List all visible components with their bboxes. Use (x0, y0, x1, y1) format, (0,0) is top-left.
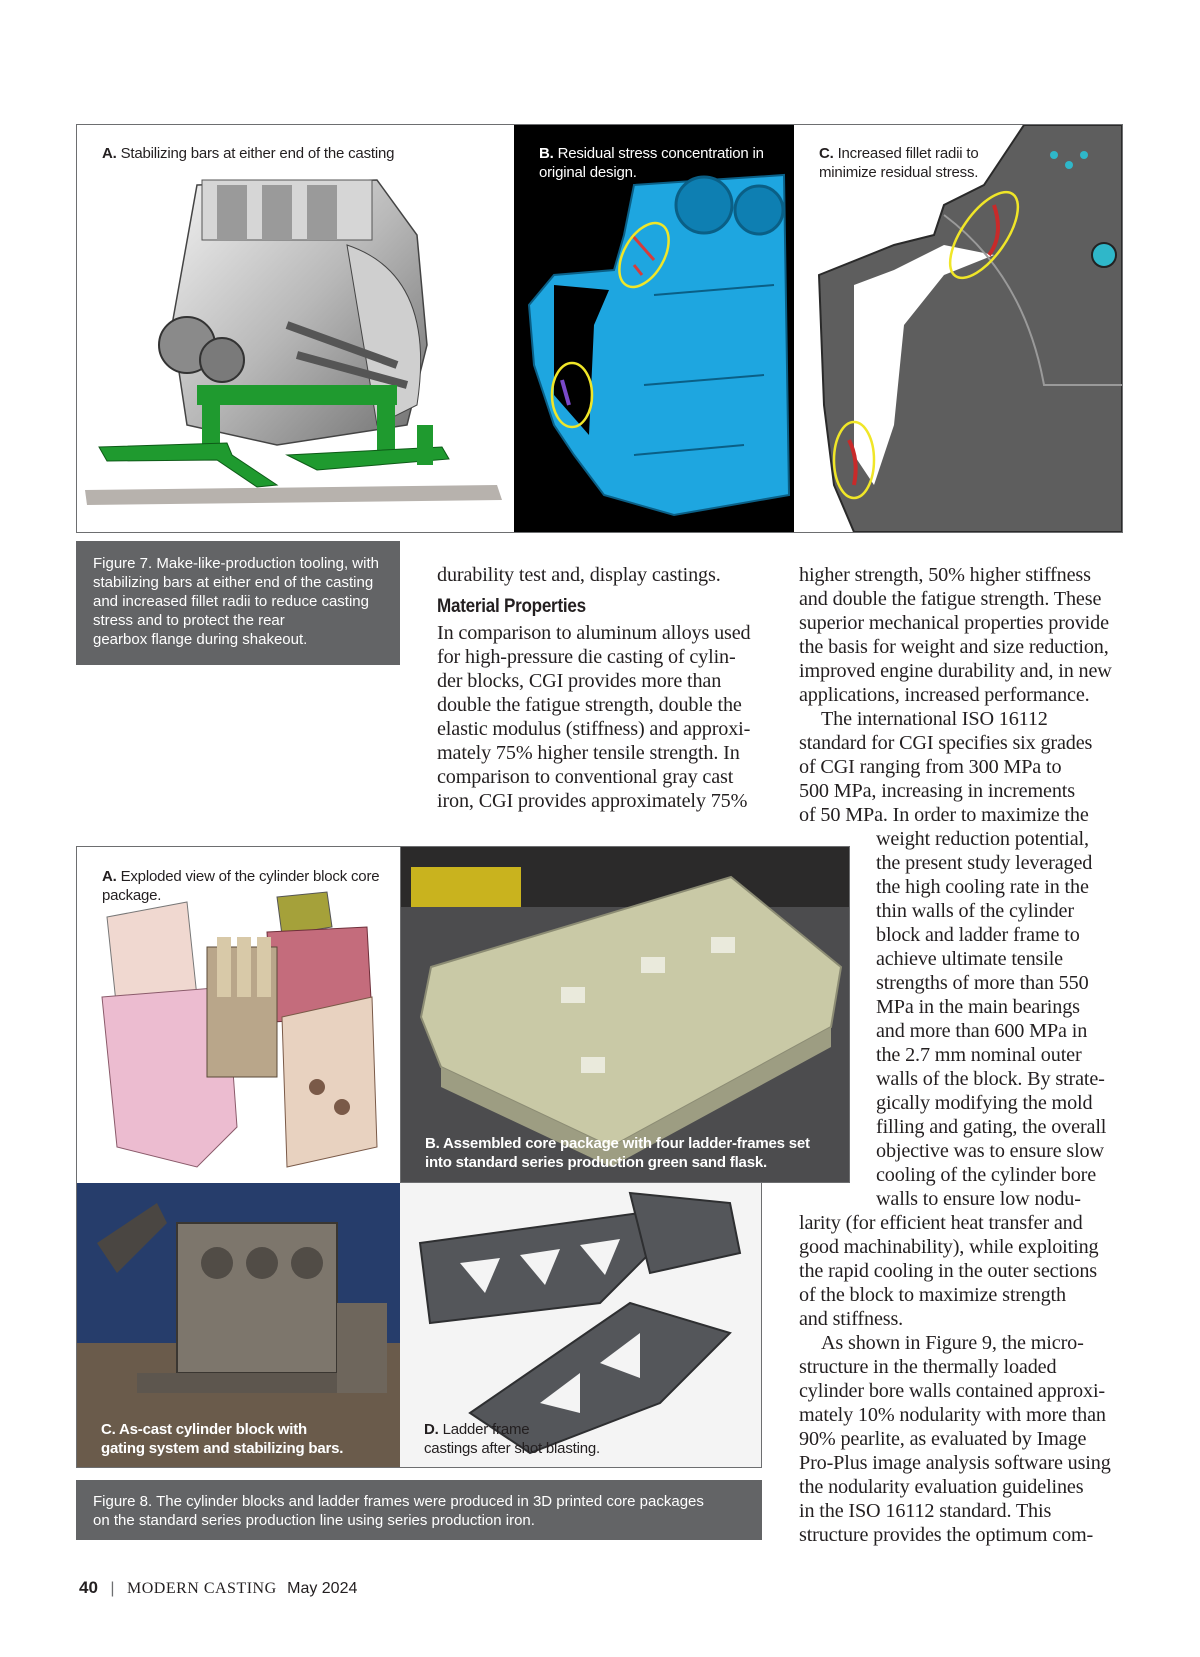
paragraph-line: double the fatigue strength, double the (437, 694, 742, 716)
figure-8-panel-d (400, 1183, 762, 1468)
page-footer (79, 1578, 357, 1598)
fillet-radii-render-image (794, 125, 1122, 532)
figure-8-panel-b (400, 846, 850, 1183)
figure-7-panel-c-label: C. Increased fillet radii to minimize residual stress. (819, 145, 979, 181)
page-number: 40 (79, 1578, 98, 1597)
figure-8-panel-c-label: C. As-cast cylinder block with gating system and stabilizing bars. (101, 1421, 344, 1457)
paragraph-line: structure provides the optimum com- (799, 1524, 1094, 1546)
paragraph-line: larity (for efficient heat transfer and (799, 1212, 1083, 1234)
figure-7-panel-a (77, 125, 514, 532)
paragraph-line: filling and gating, the overall (876, 1116, 1107, 1138)
paragraph-line: The international ISO 16112 (821, 708, 1048, 730)
paragraph-line: iron, CGI provides approximately 75% (437, 790, 748, 812)
figure-8-panel-b-label: B. Assembled core package with four ladder-frames set into standard series production green sand flask. (425, 1135, 810, 1171)
assembled-core-package-in-flask-image (401, 847, 850, 1183)
figure-8-panel-a (76, 846, 400, 1183)
paragraph-line: and more than 600 MPa in (876, 1020, 1088, 1042)
paragraph-line: the basis for weight and size reduction, (799, 636, 1109, 658)
figure-7-panel-a-label: A. Stabilizing bars at either end of the casting (102, 145, 395, 162)
paragraph-line: cooling of the cylinder bore (876, 1164, 1097, 1186)
figure-7-panel-c (794, 125, 1122, 532)
paragraph-line: weight reduction potential, (876, 828, 1089, 850)
section-heading: Material Properties (437, 596, 586, 617)
figure-7-caption: Figure 7. Make-like-production tooling, with stabilizing bars at either end of the casting and increased fillet radii to reduce casting stress and to protect the rear gearbox flange during shakeout. (76, 541, 400, 665)
engine-casting-render-image (77, 125, 514, 532)
paragraph-line: Pro-Plus image analysis software using (799, 1452, 1111, 1474)
footer-separator: | (110, 1580, 115, 1597)
paragraph-line: of 50 MPa. In order to maximize the (799, 804, 1089, 826)
paragraph-line: good machinability), while exploiting (799, 1236, 1099, 1258)
figure-8-caption: Figure 8. The cylinder blocks and ladder frames were produced in 3D printed core packages on the standard series production line using series production iron. (76, 1480, 762, 1540)
paragraph-line: mately 10% nodularity with more than (799, 1404, 1106, 1426)
paragraph-line: objective was to ensure slow (876, 1140, 1104, 1162)
paragraph-line: 90% pearlite, as evaluated by Image (799, 1428, 1087, 1450)
figure-7-panel-b-label: B. Residual stress concentration in original design. (539, 145, 764, 181)
issue-date: May 2024 (287, 1580, 358, 1597)
paragraph-line: the rapid cooling in the outer sections (799, 1260, 1098, 1282)
paragraph-line: block and ladder frame to (876, 924, 1080, 946)
paragraph-line: improved engine durability and, in new (799, 660, 1112, 682)
paragraph-line: the nodularity evaluation guidelines (799, 1476, 1084, 1498)
paragraph-line: achieve ultimate tensile (876, 948, 1063, 970)
residual-stress-simulation-image (514, 125, 794, 532)
paragraph-line: of CGI ranging from 300 MPa to (799, 756, 1062, 778)
paragraph-line: As shown in Figure 9, the micro- (821, 1332, 1084, 1354)
paragraph-line: superior mechanical properties provide (799, 612, 1109, 634)
paragraph-line: walls of the block. By strate- (876, 1068, 1105, 1090)
paragraph-line: in the ISO 16112 standard. This (799, 1500, 1052, 1522)
article-column-2 (437, 563, 767, 813)
paragraph-line: the high cooling rate in the (876, 876, 1089, 898)
paragraph-line: and double the fatigue strength. These (799, 588, 1102, 610)
paragraph-line: gically modifying the mold (876, 1092, 1093, 1114)
paragraph-line: structure in the thermally loaded (799, 1356, 1057, 1378)
paragraph-line: applications, increased performance. (799, 684, 1090, 706)
paragraph-line: of the block to maximize strength (799, 1284, 1066, 1306)
paragraph-line: the present study leveraged (876, 852, 1093, 874)
paragraph-line: strengths of more than 550 (876, 972, 1089, 994)
figure-8-panel-a-label: A. Exploded view of the cylinder block core package. (102, 868, 380, 904)
paragraph-line: mately 75% higher tensile strength. In (437, 742, 740, 764)
paragraph-line: der blocks, CGI provides more than (437, 670, 722, 692)
paragraph-line: MPa in the main bearings (876, 996, 1080, 1018)
paragraph-line: for high-pressure die casting of cylin- (437, 646, 736, 668)
paragraph-line: higher strength, 50% higher stiffness (799, 564, 1091, 586)
paragraph-line: and stiffness. (799, 1308, 904, 1330)
paragraph-line: standard for CGI specifies six grades (799, 732, 1093, 754)
paragraph-line: In comparison to aluminum alloys used (437, 622, 751, 644)
paragraph-line: walls to ensure low nodu- (876, 1188, 1081, 1210)
paragraph-line: elastic modulus (stiffness) and approxi- (437, 718, 751, 740)
paragraph-line: comparison to conventional gray cast (437, 766, 734, 788)
paragraph-line: 500 MPa, increasing in increments (799, 780, 1075, 802)
magazine-name: MODERN CASTING (126, 1580, 277, 1597)
paragraph-line: cylinder bore walls contained approxi- (799, 1380, 1105, 1402)
figure-7-panel-b (514, 125, 794, 532)
paragraph-line: durability test and, display castings. (437, 564, 721, 586)
figure-8-panel-d-label: D. Ladder frame castings after shot blasting. (424, 1421, 600, 1457)
paragraph-line: thin walls of the cylinder (876, 900, 1074, 922)
paragraph-line: the 2.7 mm nominal outer (876, 1044, 1082, 1066)
figure-8-panel-c (76, 1183, 400, 1468)
